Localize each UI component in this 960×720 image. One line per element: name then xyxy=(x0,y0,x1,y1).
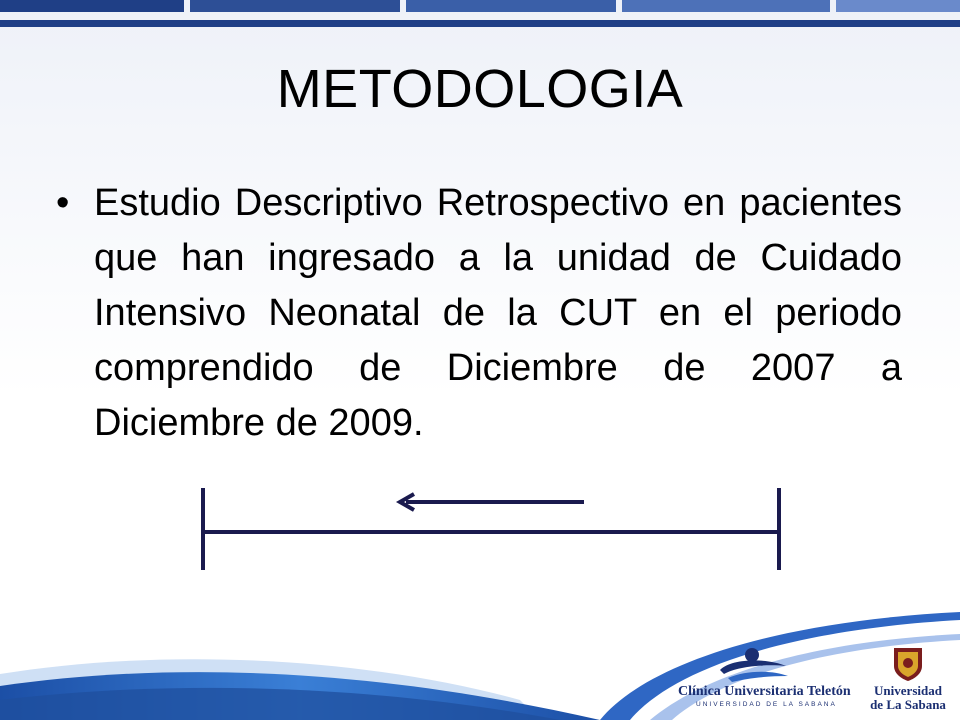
header-bar-segment xyxy=(0,0,184,12)
header-bar-segment xyxy=(190,0,400,12)
header-decoration xyxy=(0,0,960,28)
header-bar-segment xyxy=(622,0,830,12)
header-rule xyxy=(0,20,960,27)
clinica-logo xyxy=(668,646,850,716)
universidad-name xyxy=(860,684,956,712)
header-bar-segment xyxy=(406,0,616,12)
header-bar-segment xyxy=(836,0,960,12)
slide-title: METODOLOGIA xyxy=(276,59,684,119)
universidad-name-line2: de La Sabana xyxy=(870,697,946,712)
universidad-logo xyxy=(860,646,956,716)
bullet-text: Estudio Descriptivo Retrospectivo en pacientes que han ingresado a la unidad de Cuidado Intensivo Neonatal de la CUT en el periodo comprendido de Diciembre de 2007 a Diciembre de 2009. xyxy=(94,182,902,444)
universidad-name-line1: Universidad xyxy=(874,683,942,698)
bullet-dot: • xyxy=(56,182,70,224)
clinica-name: Clínica Universitaria Teletón xyxy=(678,684,851,699)
clinica-subtitle: UNIVERSIDAD DE LA SABANA xyxy=(696,701,837,708)
shield-icon xyxy=(860,646,956,682)
clinica-logo-icon xyxy=(668,646,850,686)
